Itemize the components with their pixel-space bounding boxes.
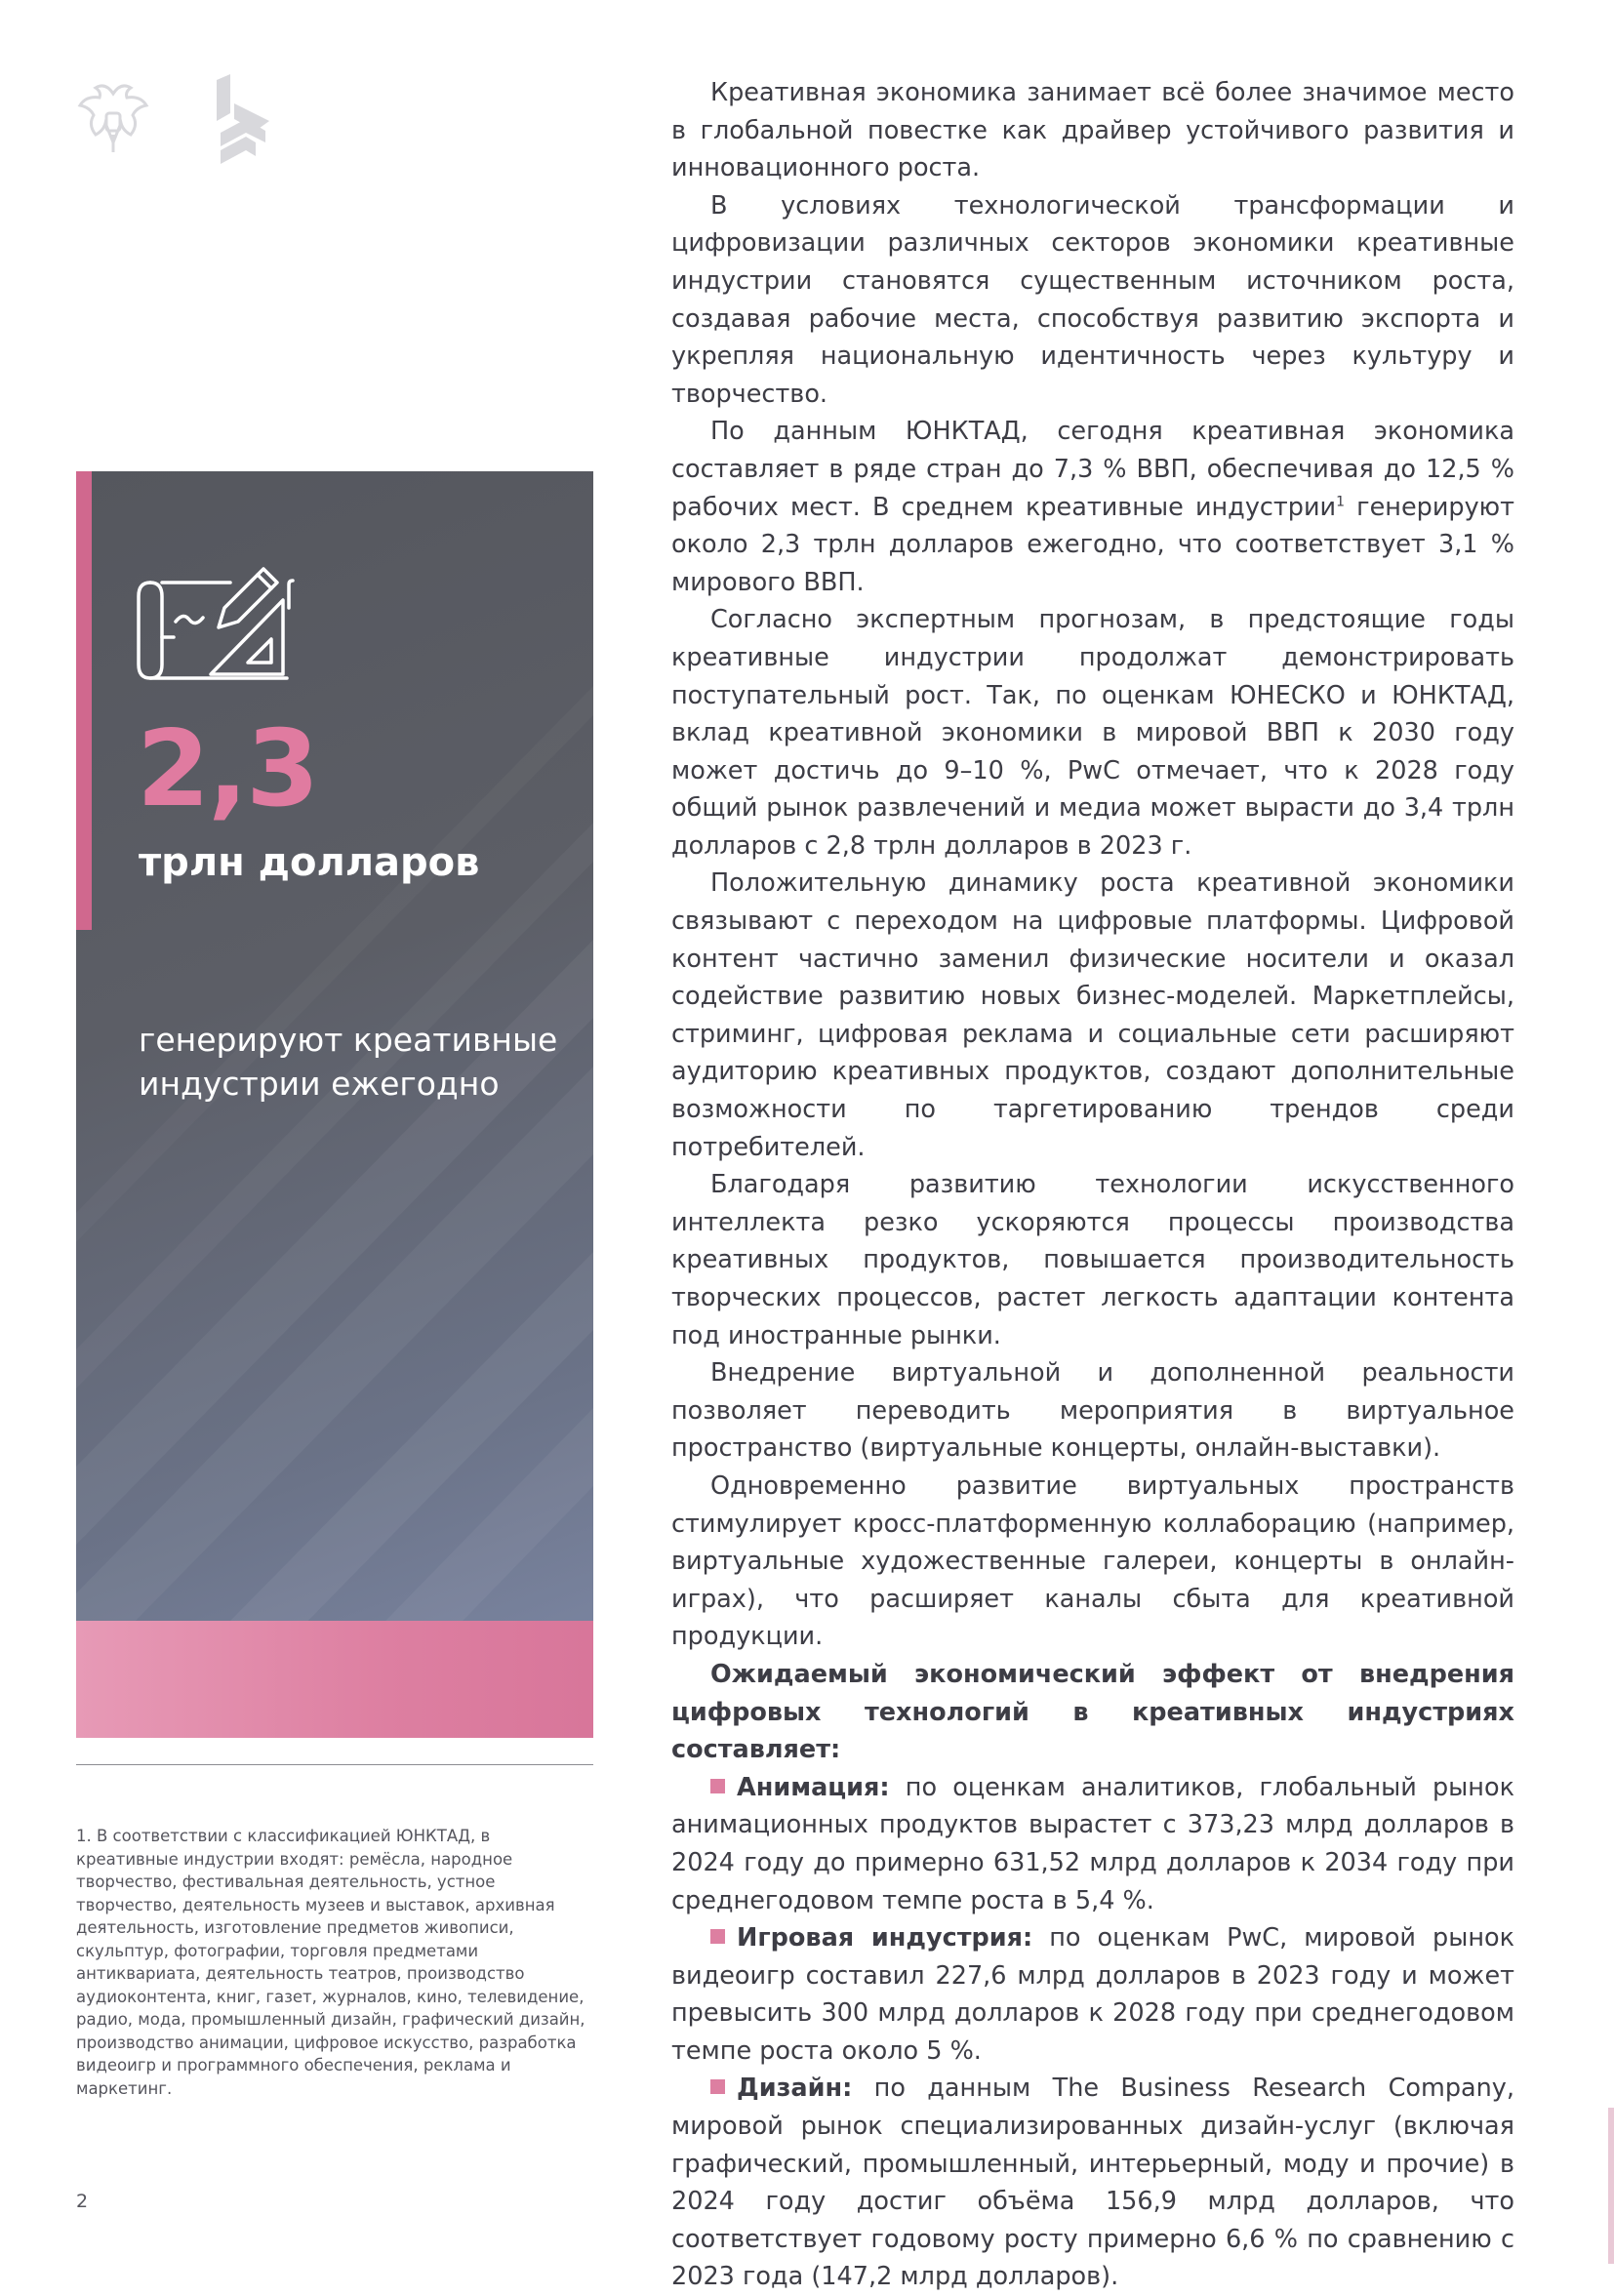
footnote-ref: 1: [1336, 494, 1346, 510]
paragraph: Благодаря развитию технологии искусственного интеллекта резко ускоряются процессы производства креативных продуктов, повышается производительность творческих процессов, растет легкость адаптации контента под иностранные рынки.: [671, 1170, 1514, 1350]
footnote-divider: [76, 1764, 593, 1765]
footnote: 1. В соответствии с классификацией ЮНКТАД, в креативные индустрии входят: ремёсла, народное творчество, фестивальная деятельность, устное творчество, деятельность музеев и выставок, архивная деятельность, изготовление предметов живописи, скульптур, фотографии, торговля предметами антиквариата, деятельность театров, производство аудиоконтента, книг, газет, журналов, кино, телевидение, радио, мода, промышленный дизайн, графический дизайн, производство анимации, цифровое искусство, разработка видеоигр и программного обеспечения, реклама и маркетинг.: [76, 1827, 585, 2098]
page-edge-mark: [1608, 2108, 1614, 2264]
list-item-label: Анимация:: [737, 1772, 890, 1802]
list-item-text: по оценкам аналитиков, глобальный рынок анимационных продуктов вырастет с 373,23 млрд долларов в 2024 году до примерно 631,52 млрд долларов к 2034 году при среднегодовом темпе роста в 5,4 %.: [671, 1772, 1514, 1915]
highlight-number: 2,3: [137, 708, 318, 830]
paragraph-text: генерируют около 2,3 трлн долларов ежегодно, что соответствует 3,1 % мирового ВВП.: [671, 492, 1514, 597]
highlight-panel: [76, 471, 593, 1738]
pink-band: [76, 1621, 593, 1738]
square-bullet-icon: [710, 1929, 725, 1944]
highlight-unit: трлн долларов: [139, 840, 480, 885]
page-number: 2: [76, 2191, 89, 2212]
paragraph: Одновременно развитие виртуальных пространств стимулирует кросс-платформенную коллаборацию (например, виртуальные художественные галереи, концерты в онлайн-играх), что расширяет каналы сбыта для креативной продукции.: [671, 1470, 1514, 1652]
paragraph: [671, 413, 1514, 601]
square-bullet-icon: [710, 2079, 725, 2094]
main-text: [671, 74, 1514, 2296]
square-bullet-icon: [710, 1779, 725, 1793]
accent-bar: [76, 471, 92, 930]
list-item: [671, 1919, 1514, 2070]
list-item: [671, 1769, 1514, 1919]
list-item: [671, 2070, 1514, 2296]
list-item-text: по оценкам PwC, мировой рынок видеоигр составил 227,6 млрд долларов в 2023 году и может превысить 300 млрд долларов к 2028 году при среднегодовом темпе роста около 5 %.: [671, 1923, 1514, 2066]
emblem-logo: [74, 74, 299, 168]
paragraph-text: По данным ЮНКТАД, сегодня креативная экономика составляет в ряде стран до 7,3 % ВВП, обеспечивая до 12,5 % рабочих мест. В среднем креативные индустрии: [671, 417, 1514, 522]
header-logos: [74, 74, 299, 168]
list-item-label: Игровая индустрия:: [737, 1923, 1033, 1954]
paragraph: Креативная экономика занимает всё более значимое место в глобальной повестке как драйвер устойчивого развития и инновационного роста.: [671, 78, 1514, 183]
highlight-caption: генерируют креативные индустрии ежегодно: [139, 1021, 558, 1103]
paragraph: Согласно экспертным прогнозам, в предстоящие годы креативные индустрии продолжат демонстрировать поступательный рост. Так, по оценкам ЮНЕСКО и ЮНКТАД, вклад креативной экономики в мировой ВВП к 2030 году может достичь до 9–10 %, PwC отмечает, что к 2028 году общий рынок развлечений и медиа может вырасти до 3,4 трлн долларов с 2,8 трлн долларов в 2023 г.: [671, 605, 1514, 861]
paragraph: Внедрение виртуальной и дополненной реальности позволяет переводить мероприятия в виртуальное пространство (виртуальные концерты, онлайн-выставки).: [671, 1358, 1514, 1464]
effect-heading: Ожидаемый экономический эффект от внедрения цифровых технологий в креативных индустриях составляет:: [671, 1659, 1514, 1765]
paragraph: В условиях технологической трансформации и цифровизации различных секторов экономики креативные индустрии становятся существенным источником роста, создавая рабочие места, способствуя развитию экспорта и укрепляя национальную идентичность через культуру и творчество.: [671, 190, 1514, 409]
list-item-text: по данным The Business Research Company, мировой рынок специализированных дизайн-услуг (включая графический, промышленный, интерьерный, моду и прочие) в 2024 году достиг объёма 156,9 млрд долларов, что соответствует годовому росту примерно 6,6 % по сравнению с 2023 года (147,2 млрд долларов).: [671, 2074, 1514, 2292]
list-item-label: Дизайн:: [737, 2074, 853, 2104]
document-pen-ruler-icon: [137, 561, 299, 682]
paragraph: Положительную динамику роста креативной экономики связывают с переходом на цифровые платформы. Цифровой контент частично заменил физические носители и оказал содействие развитию новых бизнес-моделей. Маркетплейсы, стриминг, цифровая реклама и социальные сети расширяют аудиторию креативных продуктов, создают дополнительные возможности по таргетированию трендов среди потребителей.: [671, 868, 1514, 1162]
